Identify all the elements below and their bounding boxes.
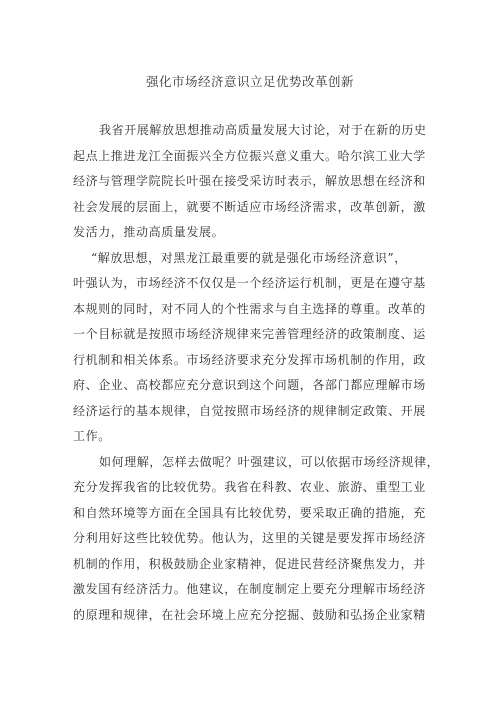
document-title: 强化市场经济意识立足优势改革创新 <box>145 74 354 89</box>
paragraph-3-line-4: 分利用好这些比较优势。他认为，这里的关键是要发挥市场经济 <box>73 531 426 545</box>
paragraph-2-line-8: 工作。 <box>73 429 111 443</box>
paragraph-1-line-4: 社会发展的层面上，就要不断适应市场经济需求，改革创新，激 <box>73 199 426 214</box>
paragraph-3-line-3: 和自然环境等方面在全国具有比较优势，要采取正确的措施，充 <box>73 505 426 520</box>
paragraph-2-line-3: 本规则的同时，对不同人的个性需求与自主选择的尊重。改革的 <box>73 301 426 316</box>
paragraph-3-line-6: 激发国有经济活力。他建议，在制度制定上要充分理解市场经济 <box>73 582 426 596</box>
paragraph-2-line-7: 经济运行的基本规律，自觉按照市场经济的规律制定政策、开展 <box>73 403 426 418</box>
paragraph-1-line-3: 经济与管理学院院长叶强在接受采访时表示，解放思想在经济和 <box>73 174 426 188</box>
paragraph-2-line-5: 行机制和相关体系。市场经济要求充分发挥市场机制的作用，政 <box>73 352 426 367</box>
paragraph-3-line-1: 如何理解，怎样去做呢？叶强建议，可以依据市场经济规律， <box>99 454 440 469</box>
paragraph-2-line-6: 府、企业、高校都应充分意识到这个问题，各部门都应理解市场 <box>73 378 426 392</box>
paragraph-1-line-1: 我省开展解放思想推动高质量发展大讨论，对于在新的历史 <box>99 123 427 137</box>
paragraph-2-line-1: “解放思想，对黑龙江最重要的就是强化市场经济意识”， <box>91 250 407 265</box>
paragraph-1-line-5: 发活力，推动高质量发展。 <box>73 225 225 239</box>
paragraph-3-line-2: 充分发挥我省的比较优势。我省在科教、农业、旅游、重型工业 <box>73 480 426 494</box>
paragraph-2-line-4: 一个目标就是按照市场经济规律来完善管理经济的政策制度、运 <box>73 327 426 341</box>
document-body <box>73 118 440 628</box>
paragraph-1-line-2: 起点上推进龙江全面振兴全方位振兴意义重大。哈尔滨工业大学 <box>73 148 426 163</box>
paragraph-3-line-7: 的原理和规律，在社会环境上应充分挖掘、鼓励和弘扬企业家精 <box>73 607 426 622</box>
paragraph-3-line-5: 机制的作用，积极鼓励企业家精神，促进民营经济聚焦发力，并 <box>73 556 426 571</box>
paragraph-2-line-2: 叶强认为，市场经济不仅仅是一个经济运行机制，更是在遵守基 <box>73 276 426 290</box>
